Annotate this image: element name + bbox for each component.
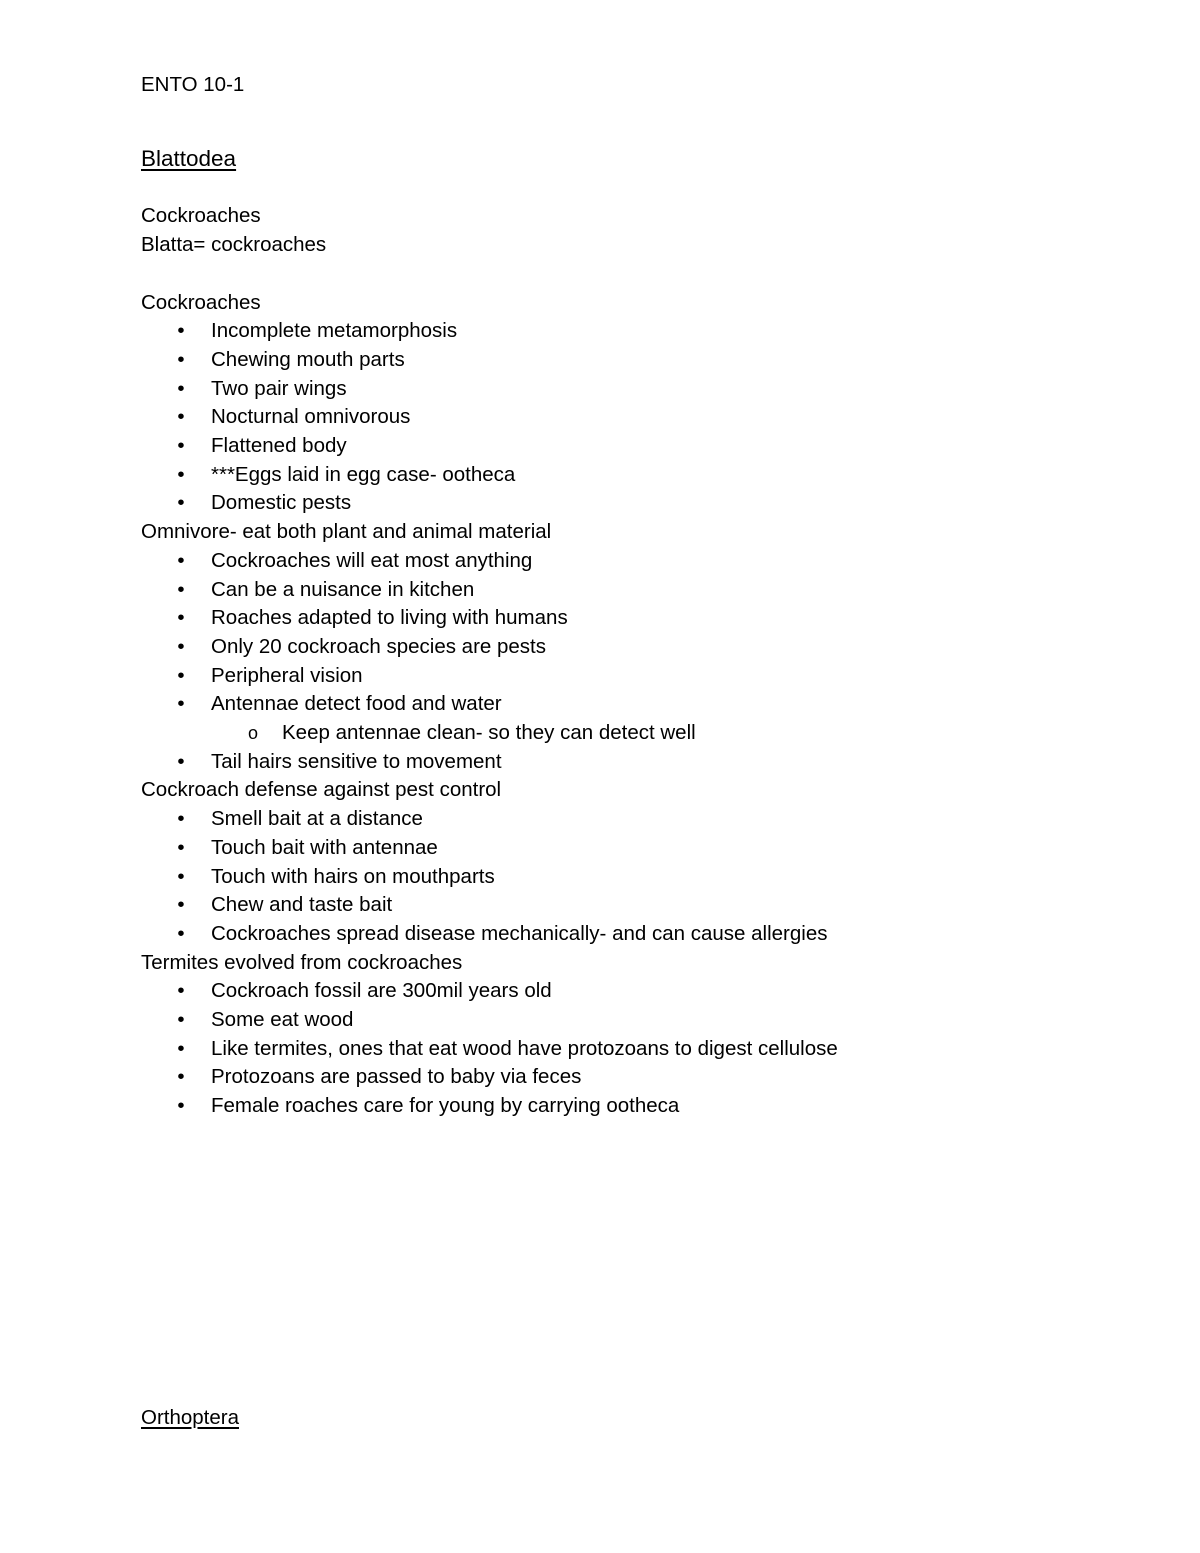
list-item-text: Cockroach fossil are 300mil years old xyxy=(211,979,552,1003)
list-item xyxy=(141,633,1101,662)
list-item xyxy=(141,604,1101,633)
list-item xyxy=(141,461,1101,490)
list-item-text: Roaches adapted to living with humans xyxy=(211,606,568,630)
list-item-text: Antennae detect food and water xyxy=(211,692,502,716)
list-item xyxy=(141,1006,1101,1035)
list-item-text: Chew and taste bait xyxy=(211,893,393,917)
list-item-text: Incomplete metamorphosis xyxy=(211,319,458,343)
group-heading: Omnivore- eat both plant and animal material xyxy=(141,520,552,544)
group-heading: Cockroach defense against pest control xyxy=(141,778,502,802)
bullet-icon: • xyxy=(177,663,185,687)
list-item xyxy=(141,1092,1101,1121)
list-item-text: Tail hairs sensitive to movement xyxy=(211,749,502,773)
list-item xyxy=(141,1035,1101,1064)
list-item-text: Only 20 cockroach species are pests xyxy=(211,634,546,658)
bullet-list xyxy=(141,977,1101,1121)
list-item-text: Some eat wood xyxy=(211,1008,354,1032)
intro-line: Blatta= cockroaches xyxy=(141,233,327,257)
list-item xyxy=(141,317,1101,346)
list-item xyxy=(141,576,1101,605)
list-item xyxy=(141,805,1101,834)
bullet-icon: • xyxy=(177,864,185,888)
bullet-icon: • xyxy=(177,548,185,572)
list-item xyxy=(141,403,1101,432)
bullet-icon: • xyxy=(177,1036,185,1060)
bullet-icon: • xyxy=(177,1008,185,1032)
group-heading: Termites evolved from cockroaches xyxy=(141,950,463,974)
list-item xyxy=(141,920,1101,949)
bullet-icon: • xyxy=(177,979,185,1003)
bullet-icon: • xyxy=(177,405,185,429)
bullet-icon: • xyxy=(177,462,185,486)
list-item xyxy=(141,977,1101,1006)
bullet-icon: • xyxy=(177,376,185,400)
intro-line: Cockroaches xyxy=(141,204,261,228)
list-item-text: Flattened body xyxy=(211,434,347,458)
bullet-icon: • xyxy=(177,434,185,458)
bullet-icon: • xyxy=(177,749,185,773)
bullet-icon: • xyxy=(177,634,185,658)
section-heading-blattodea: Blattodea xyxy=(141,145,237,171)
list-item-text: ***Eggs laid in egg case- ootheca xyxy=(211,462,516,486)
list-item-text: Chewing mouth parts xyxy=(211,347,405,371)
bullet-icon: • xyxy=(177,319,185,343)
bullet-icon: • xyxy=(177,807,185,831)
list-item xyxy=(141,690,1101,719)
list-item xyxy=(141,834,1101,863)
list-item-text: Two pair wings xyxy=(211,376,347,400)
list-item-text: Smell bait at a distance xyxy=(211,807,423,831)
bullet-icon: • xyxy=(177,491,185,515)
list-item-text: Touch with hairs on mouthparts xyxy=(211,864,495,888)
list-item-text: Nocturnal omnivorous xyxy=(211,405,411,429)
list-item-text: Keep antennae clean- so they can detect well xyxy=(282,721,696,745)
list-item-text: Female roaches care for young by carrying ootheca xyxy=(211,1094,680,1118)
list-item xyxy=(141,1063,1101,1092)
bullet-list xyxy=(141,317,1101,518)
list-item xyxy=(141,432,1101,461)
sub-list-item xyxy=(141,719,1101,748)
list-item xyxy=(141,375,1101,404)
note-groups xyxy=(141,289,1101,1121)
hollow-bullet-icon: o xyxy=(247,723,258,744)
bullet-icon: • xyxy=(177,1065,185,1089)
document-label: ENTO 10-1 xyxy=(141,73,245,96)
list-item xyxy=(141,863,1101,892)
list-item-text: Can be a nuisance in kitchen xyxy=(211,577,475,601)
section-heading-orthoptera: Orthoptera xyxy=(141,1405,239,1429)
list-item-text: Touch bait with antennae xyxy=(211,835,438,859)
list-item xyxy=(141,891,1101,920)
bullet-list xyxy=(141,805,1101,949)
blank-line xyxy=(141,260,1101,289)
group-heading: Cockroaches xyxy=(141,290,261,314)
list-item xyxy=(141,547,1101,576)
bullet-icon: • xyxy=(177,835,185,859)
bullet-icon: • xyxy=(177,921,185,945)
list-item-text: Like termites, ones that eat wood have protozoans to digest cellulose xyxy=(211,1036,838,1060)
list-item xyxy=(141,748,1101,777)
list-item-text: Peripheral vision xyxy=(211,663,363,687)
list-item-text: Cockroaches will eat most anything xyxy=(211,548,533,572)
list-item xyxy=(141,489,1101,518)
bullet-icon: • xyxy=(177,692,185,716)
list-item xyxy=(141,346,1101,375)
document-body xyxy=(141,71,1101,1121)
bullet-icon: • xyxy=(177,606,185,630)
bullet-icon: • xyxy=(177,347,185,371)
list-item-text: Cockroaches spread disease mechanically- and can cause allergies xyxy=(211,921,828,945)
bullet-list xyxy=(141,547,1101,777)
bullet-icon: • xyxy=(177,893,185,917)
bullet-icon: • xyxy=(177,577,185,601)
bullet-icon: • xyxy=(177,1094,185,1118)
list-item-text: Protozoans are passed to baby via feces xyxy=(211,1065,582,1089)
list-item xyxy=(141,662,1101,691)
list-item-text: Domestic pests xyxy=(211,491,352,515)
